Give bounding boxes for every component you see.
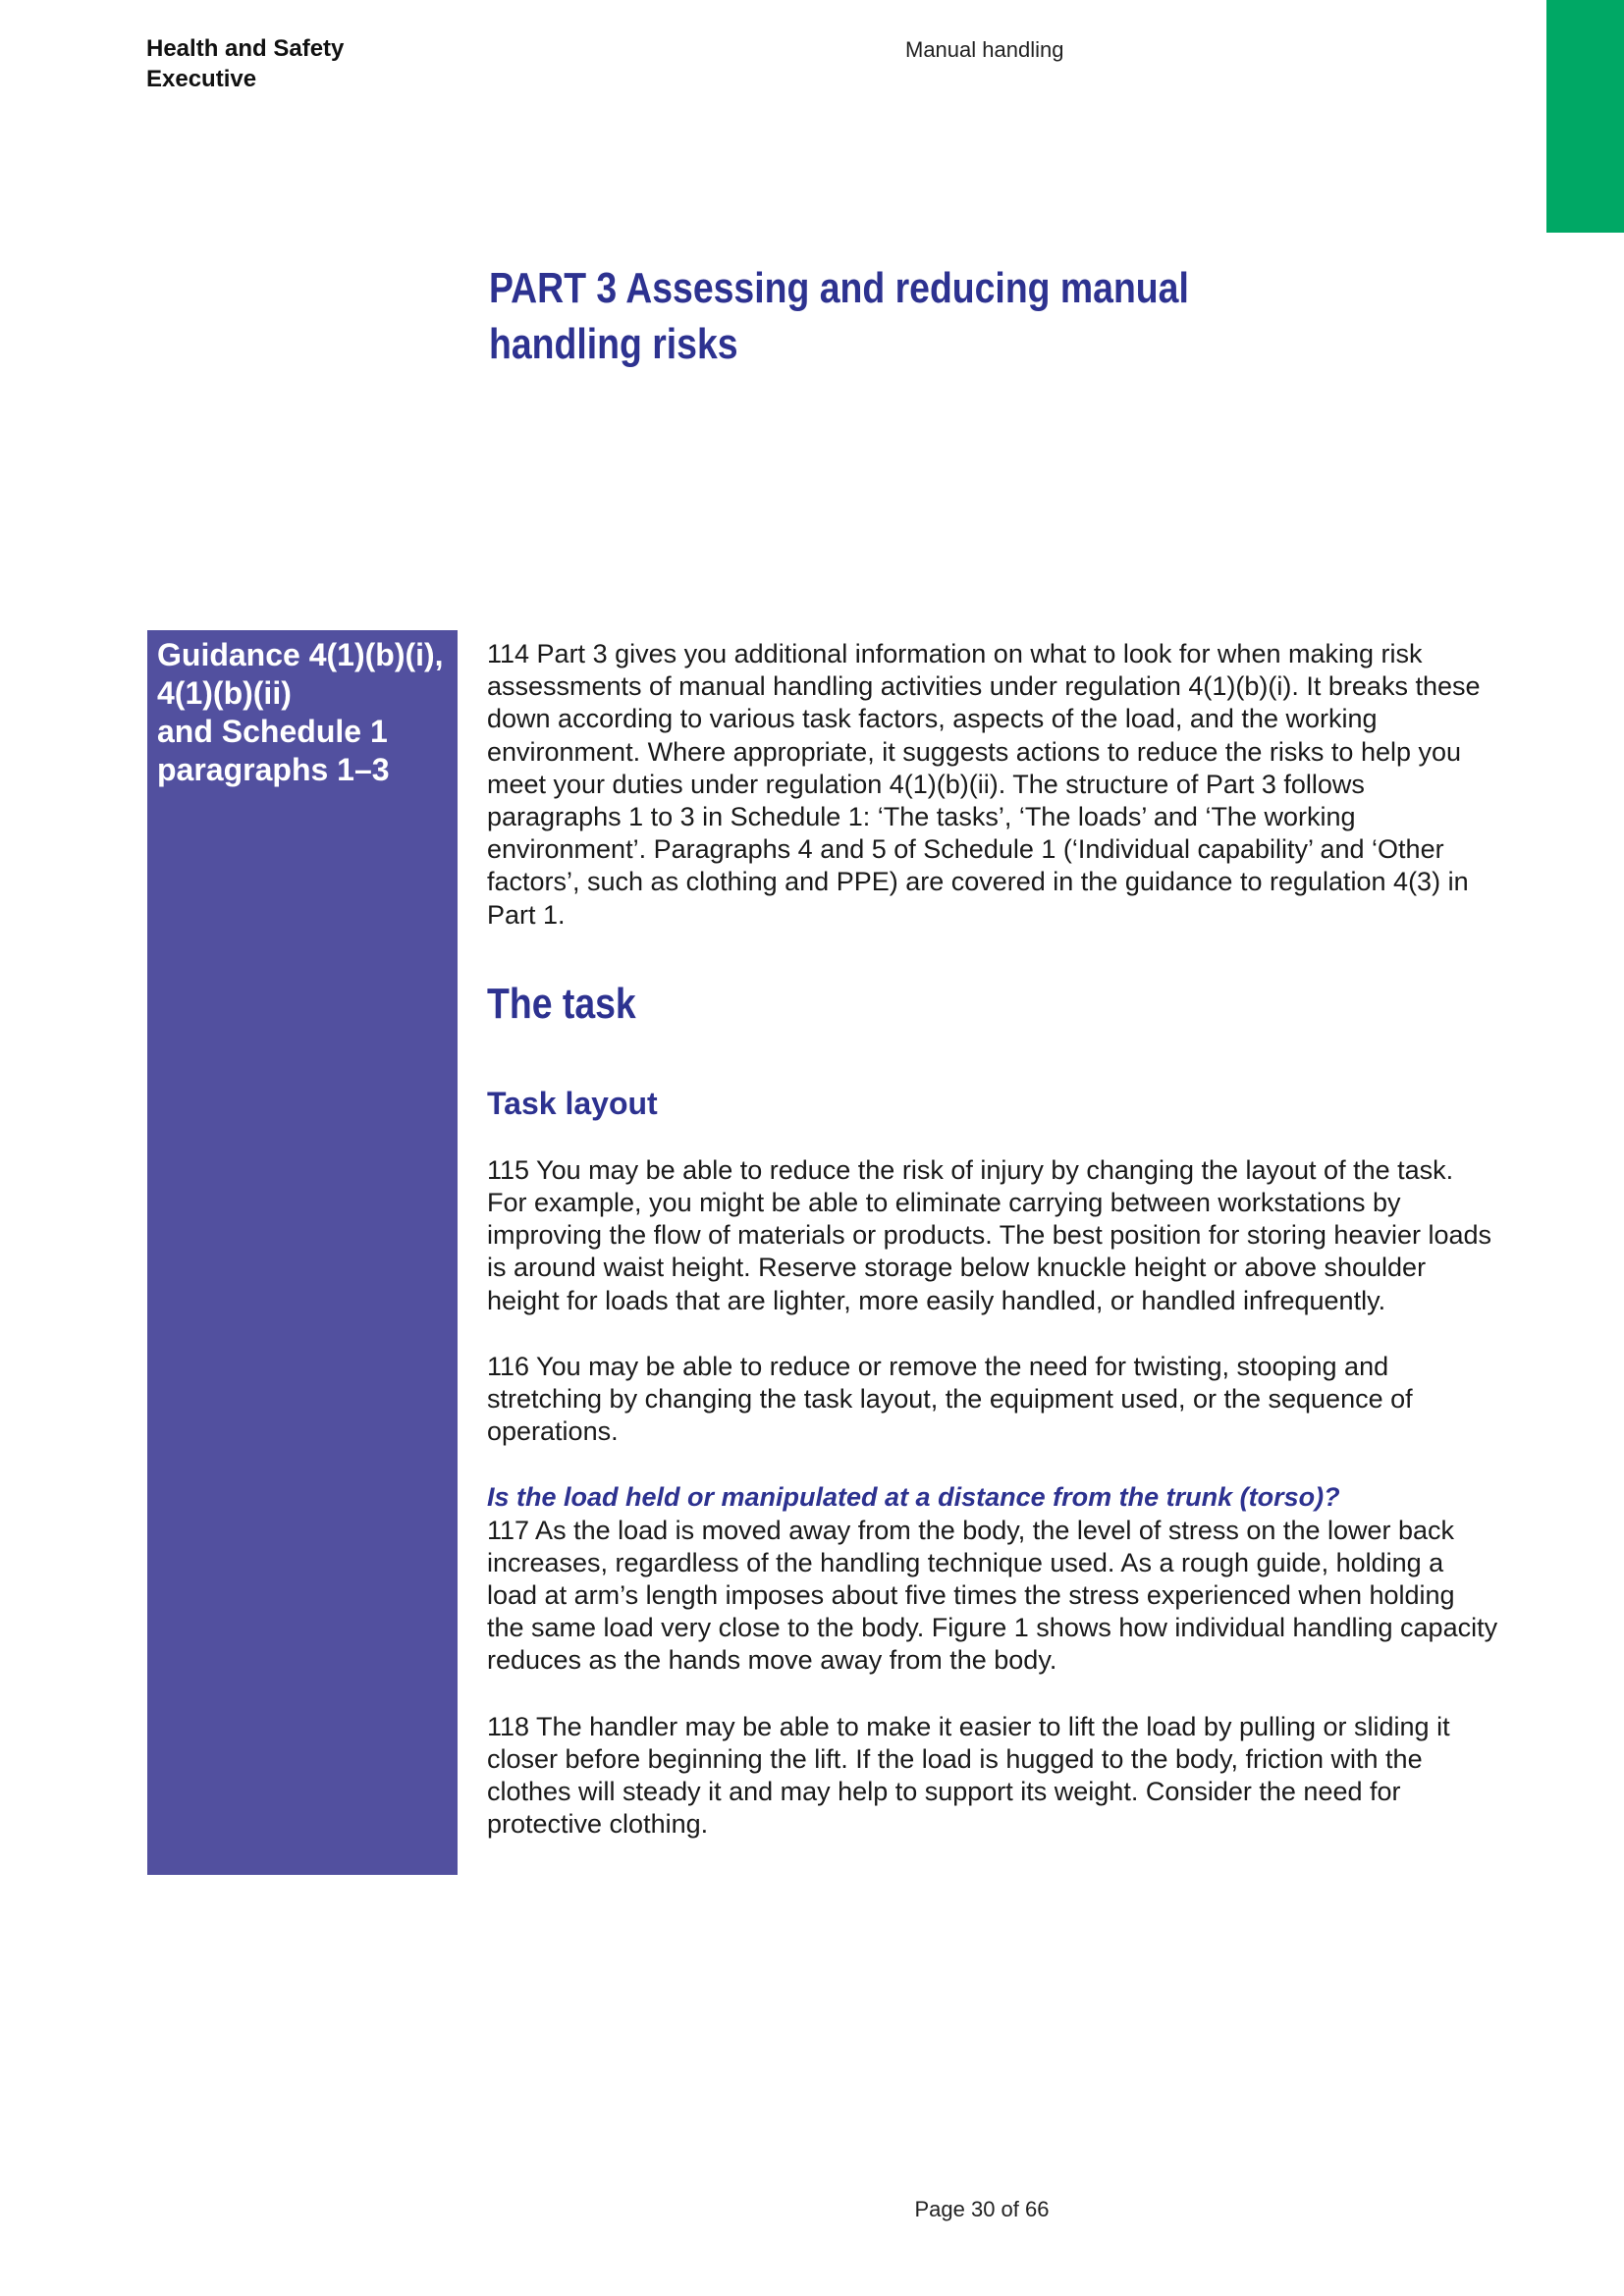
paragraph-114: 114 Part 3 gives you additional information on what to look for when making risk assessments of manual handling activities under regulation 4(1)(b)(i). It breaks these down according to various task factors, aspects of the load, and the working environment. Where appropriate, it suggests actions to reduce the risks to help you meet your duties under regulation 4(1)(b)(ii). The structure of Part 3 follows paragraphs 1 to 3 in Schedule 1: ‘The tasks’, ‘The loads’ and ‘The working environment’. Paragraphs 4 and 5 of Schedule 1 (‘Individual capability’ and ‘Other factors’, such as clothing and PPE) are covered in the guidance to regulation 4(3) in Part 1. — [487, 639, 1481, 930]
paragraph-116: 116 You may be able to reduce or remove the need for twisting, stooping and stretching by changing the task layout, the equipment used, or the sequence of operations. — [487, 1351, 1413, 1447]
running-header: Manual handling — [905, 37, 1064, 62]
section-heading: The task — [487, 979, 636, 1028]
paragraph-118: 118 The handler may be able to make it easier to lift the load by pulling or sliding it closer before beginning the lift. If the load is hugged to the body, friction with the clothes will steady it and may help to support its weight. Consider the need for protective clothing. — [487, 1711, 1450, 1840]
guidance-sidebar — [147, 630, 458, 1875]
subsection-heading: Task layout — [487, 1085, 658, 1121]
organisation-line-2: Executive — [146, 66, 257, 92]
section-color-tab — [1546, 0, 1624, 233]
page-number: Page 30 of 66 — [914, 2197, 1050, 2221]
paragraph-115: 115 You may be able to reduce the risk of injury by changing the layout of the task. For example, you might be able to eliminate carrying between workstations by improving the flow of materials or products. The best position for storing heavier loads is around waist height. Reserve storage below knuckle height or above shoulder height for loads that are lighter, more easily handled, or handled infrequently. — [487, 1154, 1492, 1315]
main-content — [487, 638, 1498, 1841]
paragraph-117: 117 As the load is moved away from the body, the level of stress on the lower back increases, regardless of the handling technique used. As a rough guide, holding a load at arm’s length imposes about five times the stress experienced when holding the same load very close to the body. Figure 1 shows how individual handling capacity reduces as the hands move away from the body. — [487, 1515, 1498, 1676]
guidance-label: Guidance 4(1)(b)(i), 4(1)(b)(ii) and Schedule 1 paragraphs 1–3 — [157, 637, 444, 787]
part-title: PART 3 Assessing and reducing manual handling risks — [489, 264, 1189, 368]
organisation-name — [146, 33, 344, 94]
question-heading: Is the load held or manipulated at a distance from the trunk (torso)? — [487, 1482, 1340, 1513]
organisation-line-1: Health and Safety — [146, 35, 345, 62]
